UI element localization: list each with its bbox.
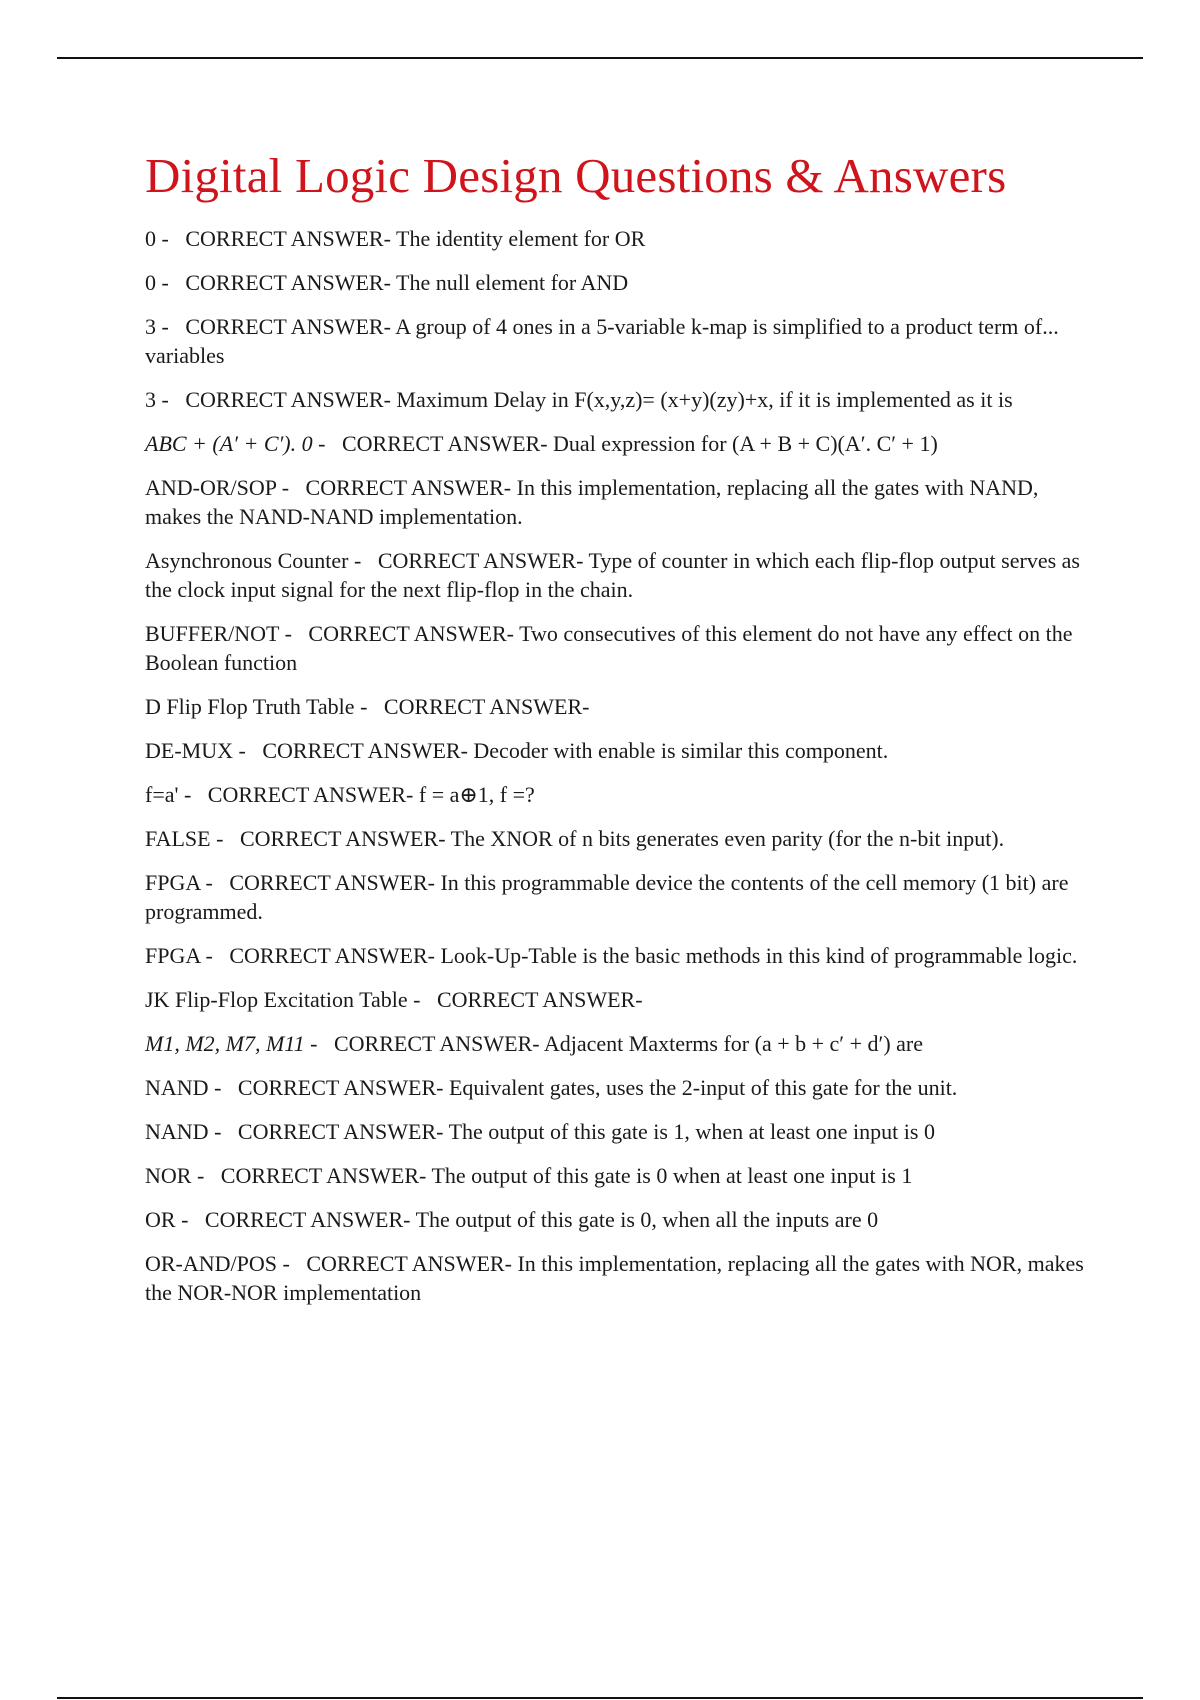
answer-label: CORRECT ANSWER — [229, 943, 428, 968]
qa-item: Asynchronous Counter - CORRECT ANSWER- Type of counter in which each flip-flop output serves as the clock input signal for the next flip-flop in the chain. — [145, 548, 1080, 602]
qa-term: Asynchronous Counter — [145, 548, 349, 573]
qa-definition: In this programmable device the contents of the cell memory (1 bit) are programmed. — [145, 870, 1069, 924]
top-rule — [57, 57, 1143, 59]
answer-label: CORRECT ANSWER — [334, 1031, 533, 1056]
document-body — [145, 146, 1095, 1322]
qa-definition: The identity element for OR — [396, 226, 646, 251]
qa-definition: In this implementation, replacing all the gates with NAND, makes the NAND-NAND implementation. — [145, 475, 1039, 529]
qa-term: DE-MUX — [145, 738, 233, 763]
document-title: Digital Logic Design Questions & Answers — [145, 148, 1007, 203]
answer-label: CORRECT ANSWER — [220, 1163, 420, 1188]
qa-item: DE-MUX - CORRECT ANSWER- Decoder with enable is similar this component. — [145, 738, 889, 763]
qa-term: FALSE — [145, 826, 211, 851]
qa-term: OR — [145, 1207, 176, 1232]
qa-item: FPGA - CORRECT ANSWER- Look-Up-Table is the basic methods in this kind of programmable logic. — [145, 943, 1078, 968]
qa-term: NAND — [145, 1075, 209, 1100]
answer-label: CORRECT ANSWER — [185, 314, 384, 339]
answer-label: CORRECT ANSWER — [308, 621, 507, 646]
qa-item: M1, M2, M7, M11 - CORRECT ANSWER- Adjacent Maxterms for (a + b + c′ + d′) are — [145, 1031, 924, 1056]
qa-item: FALSE - CORRECT ANSWER- The XNOR of n bits generates even parity (for the n-bit input). — [145, 826, 1005, 851]
qa-item: f=a' - CORRECT ANSWER- f = a⊕1, f =? — [145, 782, 535, 807]
qa-term: 0 — [145, 270, 156, 295]
qa-item: NAND - CORRECT ANSWER- Equivalent gates, uses the 2-input of this gate for the unit. — [145, 1075, 958, 1100]
bottom-rule — [57, 1697, 1143, 1699]
answer-label: CORRECT ANSWER — [383, 694, 583, 719]
qa-term: FPGA — [145, 870, 201, 895]
qa-term: 3 — [145, 314, 156, 339]
qa-list — [145, 224, 1095, 1307]
qa-item: 3 - CORRECT ANSWER- A group of 4 ones in a 5-variable k-map is simplified to a product term of... variables — [145, 314, 1059, 368]
answer-label: CORRECT ANSWER — [185, 387, 384, 412]
answer-label: CORRECT ANSWER — [341, 431, 541, 456]
qa-item: BUFFER/NOT - CORRECT ANSWER- Two consecutives of this element do not have any effect on the Boolean function — [145, 621, 1073, 675]
answer-label: CORRECT ANSWER — [237, 1075, 437, 1100]
qa-definition: f = a⊕1, f =? — [418, 782, 535, 807]
qa-item: JK Flip-Flop Excitation Table - CORRECT ANSWER- — [145, 987, 649, 1012]
answer-label: CORRECT ANSWER — [237, 1119, 437, 1144]
answer-label: CORRECT ANSWER — [436, 987, 636, 1012]
qa-term: FPGA — [145, 943, 201, 968]
qa-definition: The output of this gate is 1, when at least one input is 0 — [448, 1119, 935, 1144]
qa-item: 3 - CORRECT ANSWER- Maximum Delay in F(x,y,z)= (x+y)(zy)+x, if it is implemented as it is — [145, 387, 1013, 412]
qa-item: OR - CORRECT ANSWER- The output of this gate is 0, when all the inputs are 0 — [145, 1207, 879, 1232]
answer-label: CORRECT ANSWER — [239, 826, 439, 851]
answer-label: CORRECT ANSWER — [185, 226, 384, 251]
qa-item: AND-OR/SOP - CORRECT ANSWER- In this implementation, replacing all the gates with NAND, makes the NAND-NAND implementation. — [145, 475, 1039, 529]
qa-item: 0 - CORRECT ANSWER- The identity element for OR — [145, 226, 646, 251]
qa-item: D Flip Flop Truth Table - CORRECT ANSWER- — [145, 694, 595, 719]
qa-definition: Equivalent gates, uses the 2-input of this gate for the unit. — [448, 1075, 958, 1100]
qa-definition: The null element for AND — [396, 270, 629, 295]
qa-item: NAND - CORRECT ANSWER- The output of this gate is 1, when at least one input is 0 — [145, 1119, 935, 1144]
answer-label: CORRECT ANSWER — [305, 475, 504, 500]
answer-label: CORRECT ANSWER — [377, 548, 577, 573]
qa-definition: Type of counter in which each flip-flop output serves as the clock input signal for the next flip-flop in the chain. — [145, 548, 1080, 602]
answer-label: CORRECT ANSWER — [185, 270, 384, 295]
qa-definition: Decoder with enable is similar this component. — [473, 738, 889, 763]
qa-term: 0 — [145, 226, 156, 251]
qa-definition: Dual expression for (A + B + C)(A′. C′ + 1) — [553, 431, 938, 456]
qa-term: 3 — [145, 387, 156, 412]
qa-definition: Adjacent Maxterms for (a + b + c′ + d′) are — [543, 1031, 924, 1056]
qa-term: D Flip Flop Truth Table — [145, 694, 355, 719]
answer-label: CORRECT ANSWER — [204, 1207, 404, 1232]
qa-term: f=a' — [145, 782, 179, 807]
qa-definition: The XNOR of n bits generates even parity (for the n-bit input). — [450, 826, 1005, 851]
qa-item: ABC + (A′ + C′). 0 - CORRECT ANSWER- Dual expression for (A + B + C)(A′. C′ + 1) — [145, 431, 938, 456]
qa-item: FPGA - CORRECT ANSWER- In this programmable device the contents of the cell memory (1 bit) are programmed. — [145, 870, 1069, 924]
qa-term: ABC + (A′ + C′). 0 — [145, 431, 313, 456]
qa-definition: Look-Up-Table is the basic methods in this kind of programmable logic. — [440, 943, 1078, 968]
qa-term: M1, M2, M7, M11 — [145, 1031, 305, 1056]
answer-label: CORRECT ANSWER — [207, 782, 407, 807]
qa-definition: Two consecutives of this element do not have any effect on the Boolean function — [145, 621, 1073, 675]
qa-term: OR-AND/POS — [145, 1251, 278, 1276]
qa-definition: Maximum Delay in F(x,y,z)= (x+y)(zy)+x, if it is implemented as it is — [396, 387, 1013, 412]
qa-item: 0 - CORRECT ANSWER- The null element for AND — [145, 270, 629, 295]
qa-term: BUFFER/NOT — [145, 621, 280, 646]
answer-label: CORRECT ANSWER — [229, 870, 428, 895]
qa-definition: In this implementation, replacing all the gates with NOR, makes the NOR-NOR implementation — [145, 1251, 1084, 1305]
qa-term: NAND — [145, 1119, 209, 1144]
answer-label: CORRECT ANSWER — [306, 1251, 505, 1276]
qa-definition: The output of this gate is 0 when at least one input is 1 — [431, 1163, 913, 1188]
qa-term: JK Flip-Flop Excitation Table — [145, 987, 408, 1012]
qa-definition: The output of this gate is 0, when all the inputs are 0 — [415, 1207, 879, 1232]
qa-definition: A group of 4 ones in a 5-variable k-map is simplified to a product term of... variables — [145, 314, 1059, 368]
qa-term: AND-OR/SOP — [145, 475, 277, 500]
qa-item: OR-AND/POS - CORRECT ANSWER- In this implementation, replacing all the gates with NOR, makes the NOR-NOR implementation — [145, 1251, 1084, 1305]
answer-label: CORRECT ANSWER — [262, 738, 461, 763]
qa-term: NOR — [145, 1163, 192, 1188]
qa-item: NOR - CORRECT ANSWER- The output of this gate is 0 when at least one input is 1 — [145, 1163, 913, 1188]
